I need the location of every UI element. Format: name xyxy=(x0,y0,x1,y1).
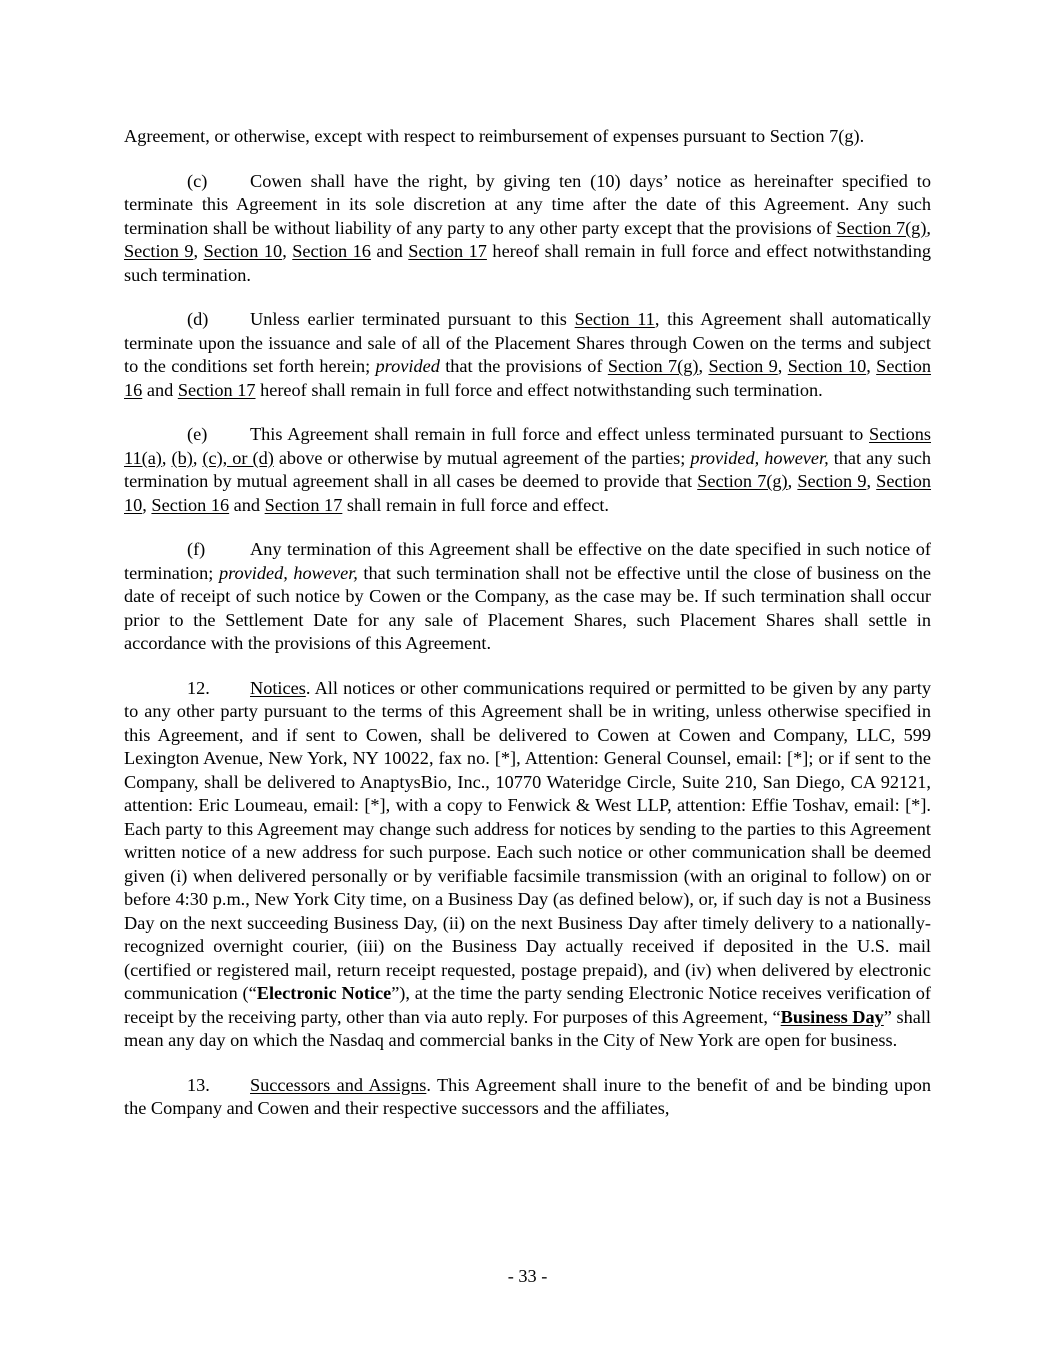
page-number: - 33 - xyxy=(507,1266,548,1286)
section-ref: Section 7(g) xyxy=(697,471,788,491)
section-ref: (b) xyxy=(171,447,193,468)
defined-term: Business Day xyxy=(780,1006,884,1027)
section-13-successors: 13. Successors and Assigns. This Agreement shall inure to the benefit of and be binding upon the Company and Cowen and their respective successors and the affiliates, xyxy=(124,1074,931,1118)
section-ref: Section 7(g) xyxy=(836,217,927,238)
section-heading: Notices xyxy=(250,677,306,698)
section-heading: Successors and Assigns xyxy=(250,1074,427,1095)
document-page xyxy=(124,125,931,1142)
section-ref: Section 9 xyxy=(708,356,778,376)
section-ref: Section 17 xyxy=(408,241,487,261)
paragraph-11c: (c) Cowen shall have the right, by giving ten (10) days’ notice as hereinafter specified to terminate this Agreement in its sole discretion at any time after the date of this Agreement. Any such termination shall be without liability of any party to any other party except that the provisions of Section 7(g), Section 9, Section 10, Section 16 and Section 17 hereof shall remain in full force and effect notwithstanding such termination. xyxy=(124,170,932,285)
defined-term: Electronic Notice xyxy=(256,983,392,1003)
paragraph-11f: (f) Any termination of this Agreement shall be effective on the date specified in such notice of termination; provided, however, that such termination shall not be effective until the close of business on the date of receipt of such notice by Cowen or the Company, as the case may be. If such termination shall occur prior to the Settlement Date for any sale of Placement Shares, such Placement Shares shall settle in accordance with the provisions of this Agreement. xyxy=(124,539,931,653)
section-ref: Section 10 xyxy=(203,241,283,261)
section-ref: Section 17 xyxy=(264,494,343,515)
section-number: 12. xyxy=(187,677,210,698)
section-ref: Section 11 xyxy=(574,309,655,329)
section-ref: Section 10 xyxy=(124,471,932,515)
clause-label: (d) xyxy=(187,309,209,329)
section-ref: Sections 11(a) xyxy=(124,424,931,468)
section-ref: Section 7(g) xyxy=(607,356,699,376)
section-ref: Section 16 xyxy=(151,494,230,515)
section-ref: Section 9 xyxy=(124,241,194,261)
section-ref: Section 16 xyxy=(124,356,931,400)
section-number: 13. xyxy=(187,1074,210,1095)
paragraph-11d: (d) Unless earlier terminated pursuant to this Section 11, this Agreement shall automatically terminate upon the issuance and sale of all of the Placement Shares through Cowen on the terms and subject to the conditions set forth herein; provided that the provisions of Section 7(g), Section 9, Section 10, Section 16 and Section 17 hereof shall remain in full force and effect notwithstanding such termination. xyxy=(124,309,931,400)
paragraph-11e: (e) This Agreement shall remain in full force and effect unless terminated pursuant to Sections 11(a), (b), (c), or (d) above or otherwise by mutual agreement of the parties; provided, however, that any such termination by mutual agreement shall in all cases be deemed to provide that Section 7(g), Section 9, Section 10, Section 16 and Section 17 shall remain in full force and effect. xyxy=(124,424,932,515)
clause-label: (e) xyxy=(187,424,208,444)
clause-label: (f) xyxy=(187,539,206,559)
section-12-notices: 12. Notices. All notices or other communications required or permitted to be given by any party to any other party pursuant to the terms of this Agreement shall be in writing, unless otherwise specified in this Agreement, and if sent to Cowen, shall be delivered to Cowen at Cowen and Company, LLC, 599 Lexington Avenue, New York, NY 10022, fax no. [*], Attention: General Counsel, email: [*]; or if sent to the Company, shall be delivered to AnaptysBio, Inc., 10770 Wateridge Circle, Suite 210, San Diego, CA 92121, attention: Eric Loumeau, email: [*], with a copy to Fenwick & West LLP, attention: Effie Toshav, email: [*]. Each party to this Agreement may change such address for notices by sending to the parties to this Agreement written notice of a new address for such purpose. Each such notice or other communication shall be deemed given (i) when delivered personally or by verifiable facsimile transmission (with an original to follow) on or before 4:30 p.m., New York City time, on a Business Day (as defined below), or, if such day is not a Business Day on the next succeeding Business Day, (ii) on the next Business Day after timely delivery to a nationally-recognized overnight courier, (iii) on the Business Day actually received if deposited in the U.S. mail (certified or registered mail, return receipt requested, postage prepaid), and (iv) when delivered by electronic communication (“Electronic Notice”), at the time the party sending Electronic Notice receives verification of receipt by the receiving party, other than via auto reply. For purposes of this Agreement, “Business Day” shall mean any day on which the Nasdaq and commercial banks in the City of New York are open for business. xyxy=(124,677,931,1050)
paragraph-continuation: Agreement, or otherwise, except with respect to reimbursement of expenses pursuant to Section 7(g). xyxy=(124,126,865,146)
section-ref: Section 16 xyxy=(292,241,371,261)
clause-label: (c) xyxy=(187,170,208,191)
section-ref: Section 9 xyxy=(797,471,867,491)
section-ref: (c), or (d) xyxy=(202,447,274,468)
section-ref: Section 17 xyxy=(177,379,256,400)
section-ref: Section 10 xyxy=(787,356,867,376)
